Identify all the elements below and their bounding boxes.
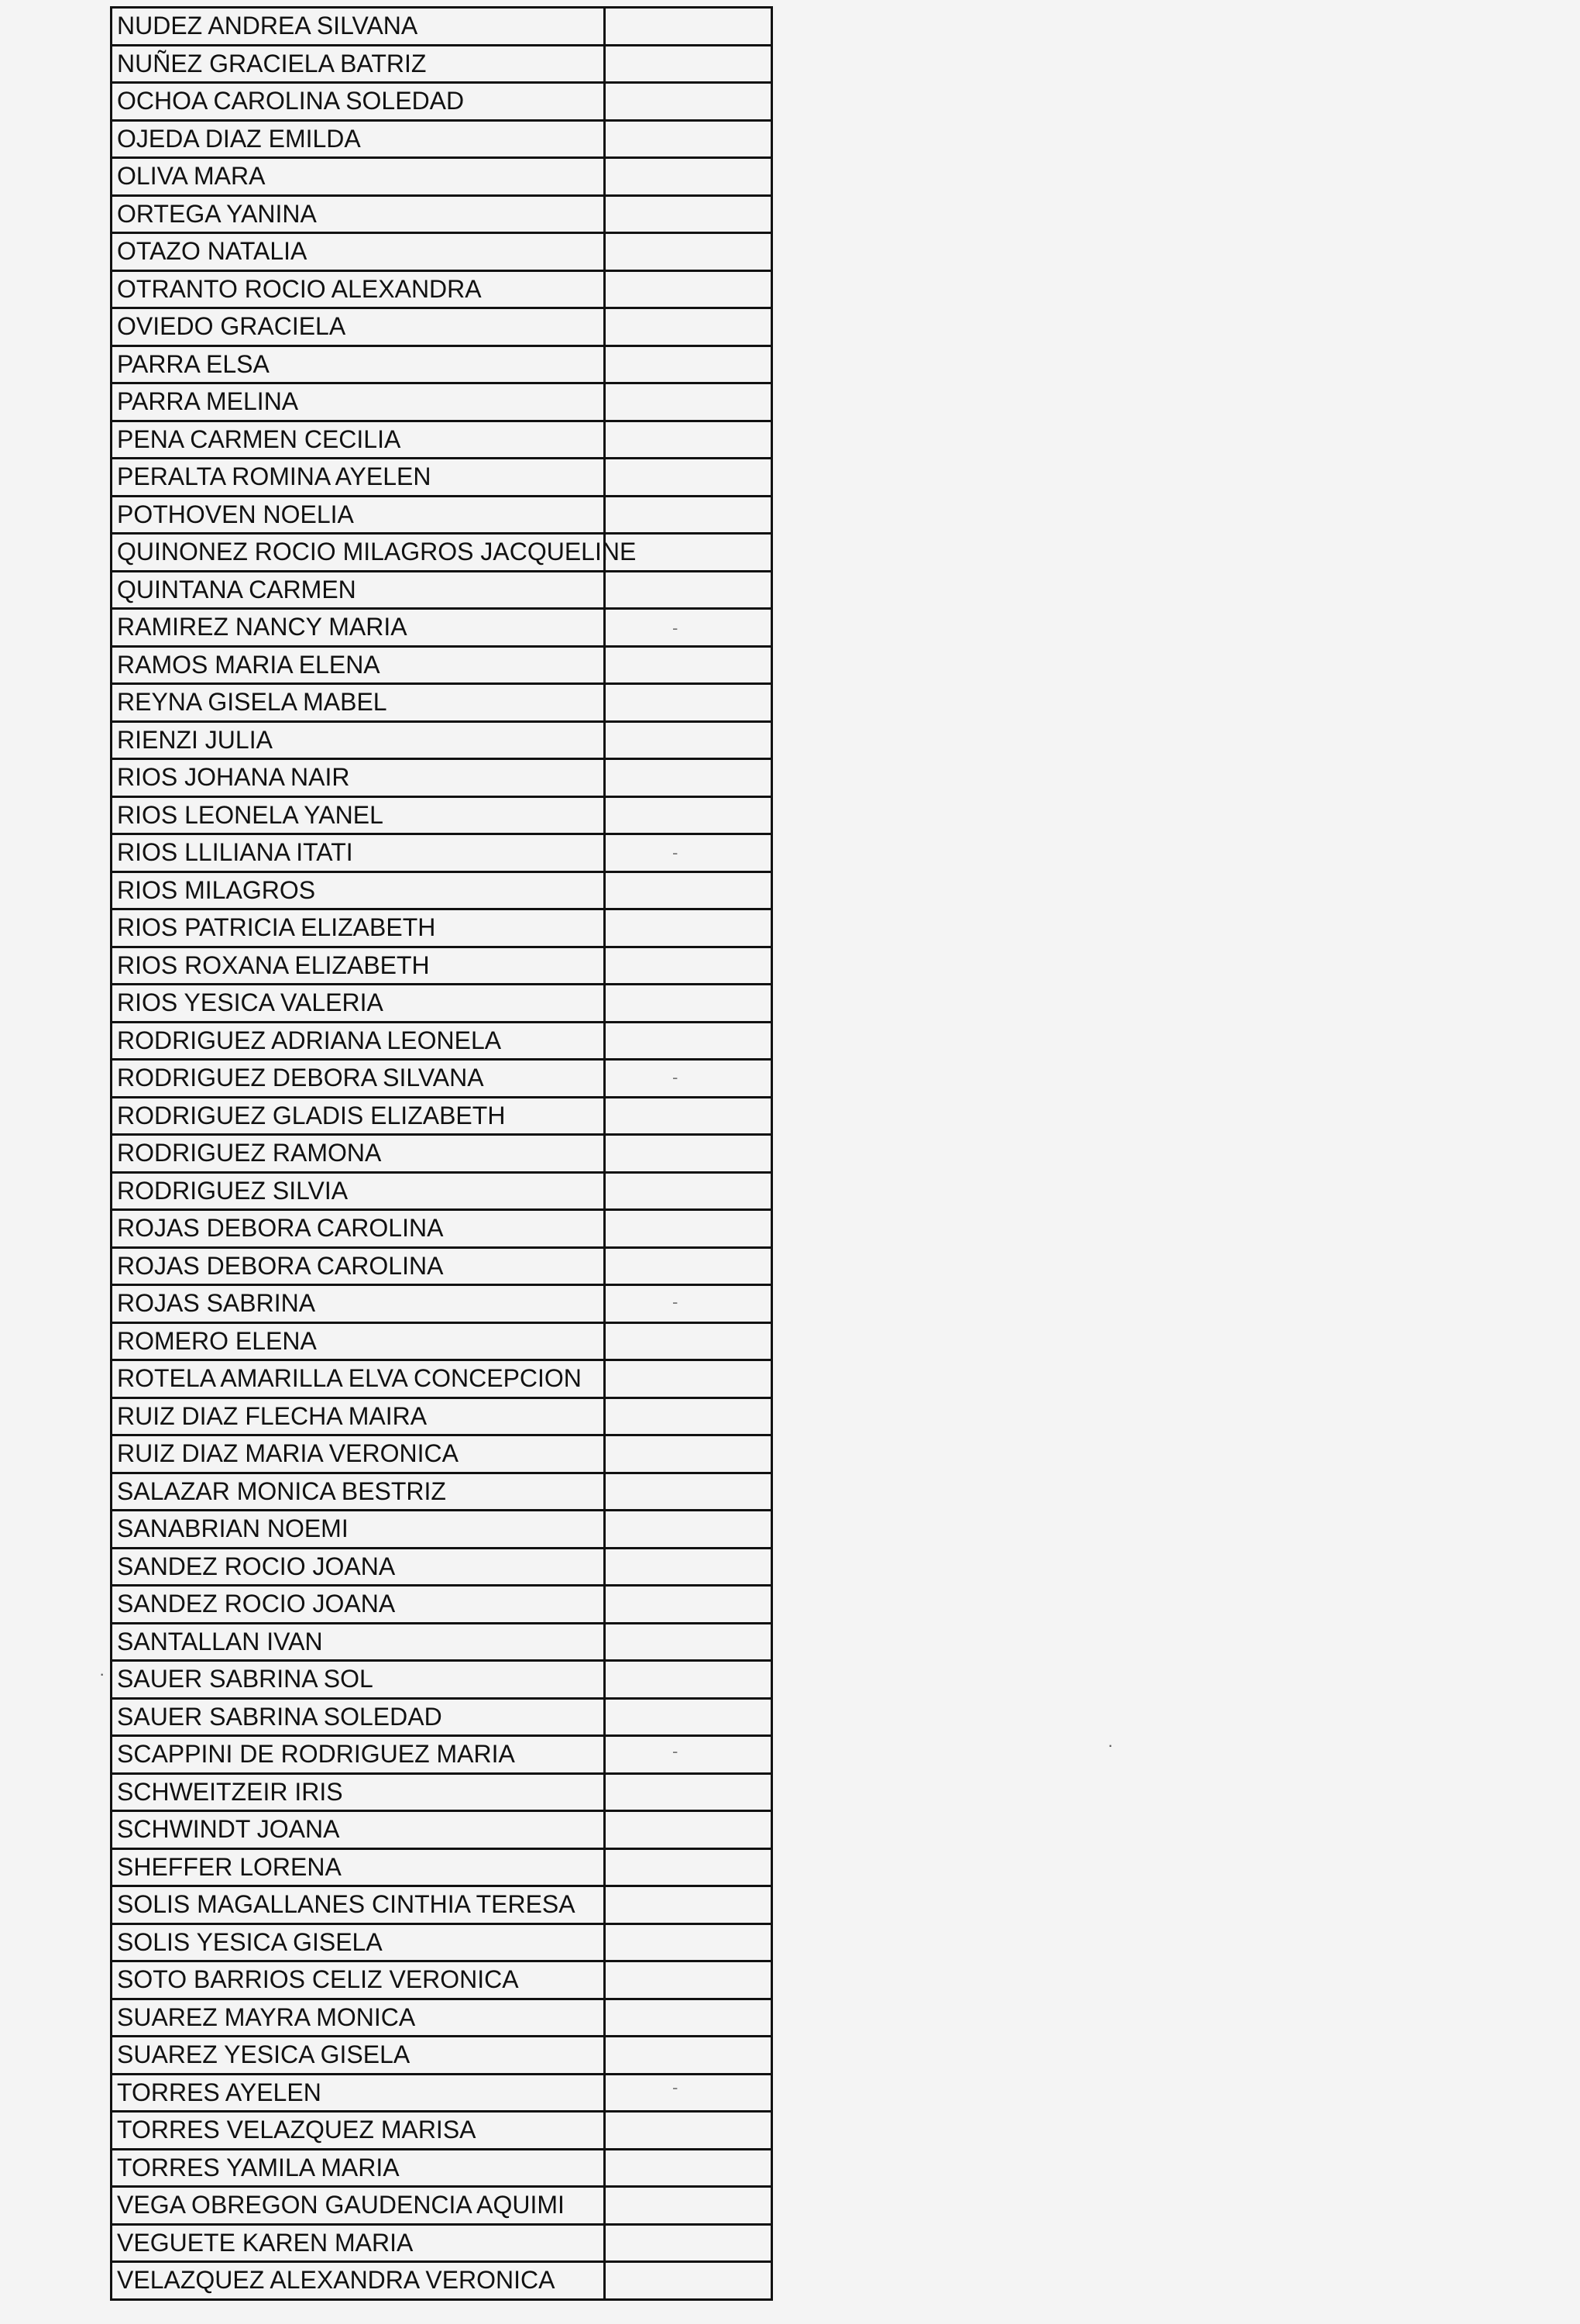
name-cell: RAMOS MARIA ELENA bbox=[112, 648, 606, 683]
name-cell: VELAZQUEZ ALEXANDRA VERONICA bbox=[112, 2263, 606, 2298]
empty-cell bbox=[606, 2000, 773, 2036]
name-cell: TORRES VELAZQUEZ MARISA bbox=[112, 2113, 606, 2148]
empty-cell bbox=[606, 422, 773, 458]
table-row bbox=[112, 2037, 773, 2075]
table-row bbox=[112, 572, 773, 610]
empty-cell bbox=[606, 1399, 773, 1435]
name-cell: ROJAS SABRINA bbox=[112, 1286, 606, 1322]
name-cell: RIOS JOHANA NAIR bbox=[112, 760, 606, 796]
table-row bbox=[112, 2226, 773, 2264]
margin-dot: · bbox=[99, 1664, 105, 1683]
name-cell: SUAREZ MAYRA MONICA bbox=[112, 2000, 606, 2036]
empty-cell bbox=[606, 459, 773, 495]
table-row bbox=[112, 1624, 773, 1662]
empty-cell bbox=[606, 1286, 773, 1322]
name-cell: TORRES YAMILA MARIA bbox=[112, 2150, 606, 2186]
empty-cell bbox=[606, 272, 773, 308]
table-row bbox=[112, 422, 773, 460]
empty-cell bbox=[606, 873, 773, 909]
empty-cell bbox=[606, 2263, 773, 2298]
pencil-mark: - bbox=[672, 618, 678, 638]
name-cell: RODRIGUEZ SILVIA bbox=[112, 1174, 606, 1209]
empty-cell bbox=[606, 9, 773, 44]
empty-cell bbox=[606, 2037, 773, 2073]
table-row bbox=[112, 1887, 773, 1925]
name-cell: RODRIGUEZ ADRIANA LEONELA bbox=[112, 1023, 606, 1059]
empty-cell bbox=[606, 1775, 773, 1810]
name-cell: RIOS MILAGROS bbox=[112, 873, 606, 909]
empty-cell bbox=[606, 535, 773, 570]
name-cell: SAUER SABRINA SOL bbox=[112, 1662, 606, 1697]
table-row bbox=[112, 985, 773, 1023]
name-cell: PARRA ELSA bbox=[112, 347, 606, 383]
table-row bbox=[112, 2000, 773, 2038]
table-row bbox=[112, 1436, 773, 1474]
empty-cell bbox=[606, 1624, 773, 1660]
empty-cell bbox=[606, 1211, 773, 1246]
empty-cell bbox=[606, 835, 773, 871]
table-row bbox=[112, 2113, 773, 2150]
name-cell: VEGUETE KAREN MARIA bbox=[112, 2226, 606, 2261]
name-cell: ROJAS DEBORA CAROLINA bbox=[112, 1211, 606, 1246]
name-cell: RODRIGUEZ RAMONA bbox=[112, 1136, 606, 1171]
name-cell: RIOS LLILIANA ITATI bbox=[112, 835, 606, 871]
table-row bbox=[112, 1474, 773, 1512]
name-cell: SOTO BARRIOS CELIZ VERONICA bbox=[112, 1962, 606, 1998]
empty-cell bbox=[606, 985, 773, 1021]
table-row bbox=[112, 798, 773, 836]
table-row bbox=[112, 2263, 773, 2301]
name-cell: ROMERO ELENA bbox=[112, 1324, 606, 1360]
name-cell: SCAPPINI DE RODRIGUEZ MARIA bbox=[112, 1737, 606, 1772]
name-cell: SANDEZ ROCIO JOANA bbox=[112, 1549, 606, 1585]
name-cell: SHEFFER LORENA bbox=[112, 1850, 606, 1886]
empty-cell bbox=[606, 309, 773, 345]
table-row bbox=[112, 497, 773, 535]
table-row bbox=[112, 948, 773, 986]
name-cell: SAUER SABRINA SOLEDAD bbox=[112, 1700, 606, 1735]
name-cell: RODRIGUEZ DEBORA SILVANA bbox=[112, 1061, 606, 1096]
name-cell: SANDEZ ROCIO JOANA bbox=[112, 1587, 606, 1622]
empty-cell bbox=[606, 122, 773, 157]
table-row bbox=[112, 1511, 773, 1549]
name-cell: OJEDA DIAZ EMILDA bbox=[112, 122, 606, 157]
empty-cell bbox=[606, 1962, 773, 1998]
table-row bbox=[112, 84, 773, 122]
table-row bbox=[112, 159, 773, 197]
table-row bbox=[112, 1587, 773, 1624]
table-row bbox=[112, 873, 773, 911]
empty-cell bbox=[606, 1324, 773, 1360]
table-row bbox=[112, 1361, 773, 1399]
empty-cell bbox=[606, 948, 773, 984]
empty-cell bbox=[606, 1136, 773, 1171]
empty-cell bbox=[606, 572, 773, 608]
table-row bbox=[112, 535, 773, 572]
name-cell: SOLIS MAGALLANES CINTHIA TERESA bbox=[112, 1887, 606, 1923]
name-cell: OLIVA MARA bbox=[112, 159, 606, 194]
name-cell: OTAZO NATALIA bbox=[112, 234, 606, 270]
empty-cell bbox=[606, 610, 773, 645]
table-row bbox=[112, 1249, 773, 1287]
table-row bbox=[112, 46, 773, 84]
pencil-mark: - bbox=[672, 2078, 678, 2097]
empty-cell bbox=[606, 1249, 773, 1284]
empty-cell bbox=[606, 2150, 773, 2186]
table-row bbox=[112, 459, 773, 497]
table-row bbox=[112, 1098, 773, 1136]
name-cell: NUDEZ ANDREA SILVANA bbox=[112, 9, 606, 44]
empty-cell bbox=[606, 197, 773, 232]
name-cell: NUÑEZ GRACIELA BATRIZ bbox=[112, 46, 606, 82]
table-row bbox=[112, 1324, 773, 1362]
empty-cell bbox=[606, 1925, 773, 1961]
table-row bbox=[112, 272, 773, 310]
empty-cell bbox=[606, 1061, 773, 1096]
name-cell: ROTELA AMARILLA ELVA CONCEPCION bbox=[112, 1361, 606, 1397]
name-cell: RUIZ DIAZ FLECHA MAIRA bbox=[112, 1399, 606, 1435]
empty-cell bbox=[606, 1023, 773, 1059]
table-row bbox=[112, 1399, 773, 1437]
name-cell: OTRANTO ROCIO ALEXANDRA bbox=[112, 272, 606, 308]
name-cell: PARRA MELINA bbox=[112, 384, 606, 420]
table-row bbox=[112, 1136, 773, 1174]
empty-cell bbox=[606, 2226, 773, 2261]
name-cell: ROJAS DEBORA CAROLINA bbox=[112, 1249, 606, 1284]
empty-cell bbox=[606, 1436, 773, 1472]
names-table bbox=[110, 6, 773, 2301]
name-cell: SOLIS YESICA GISELA bbox=[112, 1925, 606, 1961]
table-row bbox=[112, 347, 773, 385]
empty-cell bbox=[606, 1549, 773, 1585]
name-cell: RIOS YESICA VALERIA bbox=[112, 985, 606, 1021]
name-cell: RODRIGUEZ GLADIS ELIZABETH bbox=[112, 1098, 606, 1134]
empty-cell bbox=[606, 1587, 773, 1622]
empty-cell bbox=[606, 1887, 773, 1923]
table-row bbox=[112, 1174, 773, 1212]
name-cell: SCHWEITZEIR IRIS bbox=[112, 1775, 606, 1810]
name-cell: ORTEGA YANINA bbox=[112, 197, 606, 232]
empty-cell bbox=[606, 1737, 773, 1772]
table-row bbox=[112, 723, 773, 761]
table-row bbox=[112, 122, 773, 160]
margin-dot: · bbox=[1108, 1735, 1114, 1755]
empty-cell bbox=[606, 84, 773, 119]
empty-cell bbox=[606, 2113, 773, 2148]
empty-cell bbox=[606, 723, 773, 758]
empty-cell bbox=[606, 159, 773, 194]
empty-cell bbox=[606, 2188, 773, 2223]
name-cell: REYNA GISELA MABEL bbox=[112, 685, 606, 720]
table-row bbox=[112, 1023, 773, 1061]
empty-cell bbox=[606, 685, 773, 720]
pencil-mark: - bbox=[672, 1741, 678, 1761]
empty-cell bbox=[606, 1700, 773, 1735]
table-row bbox=[112, 9, 773, 46]
table-row bbox=[112, 197, 773, 235]
table-row bbox=[112, 760, 773, 798]
name-cell: OVIEDO GRACIELA bbox=[112, 309, 606, 345]
empty-cell bbox=[606, 1098, 773, 1134]
table-row bbox=[112, 1850, 773, 1888]
empty-cell bbox=[606, 1474, 773, 1510]
pencil-mark: - bbox=[672, 1292, 678, 1312]
name-cell: PENA CARMEN CECILIA bbox=[112, 422, 606, 458]
table-row bbox=[112, 1662, 773, 1700]
name-cell: RUIZ DIAZ MARIA VERONICA bbox=[112, 1436, 606, 1472]
table-row bbox=[112, 648, 773, 686]
empty-cell bbox=[606, 1662, 773, 1697]
name-cell: TORRES AYELEN bbox=[112, 2075, 606, 2111]
name-cell: SANTALLAN IVAN bbox=[112, 1624, 606, 1660]
empty-cell bbox=[606, 760, 773, 796]
table-row bbox=[112, 309, 773, 347]
empty-cell bbox=[606, 1850, 773, 1886]
table-row bbox=[112, 2188, 773, 2226]
empty-cell bbox=[606, 46, 773, 82]
name-cell: RIOS LEONELA YANEL bbox=[112, 798, 606, 834]
name-cell: PERALTA ROMINA AYELEN bbox=[112, 459, 606, 495]
name-cell: RIENZI JULIA bbox=[112, 723, 606, 758]
empty-cell bbox=[606, 910, 773, 946]
name-cell: SALAZAR MONICA BESTRIZ bbox=[112, 1474, 606, 1510]
table-row bbox=[112, 1211, 773, 1249]
name-cell: VEGA OBREGON GAUDENCIA AQUIMI bbox=[112, 2188, 606, 2223]
empty-cell bbox=[606, 2075, 773, 2111]
table-row bbox=[112, 1549, 773, 1587]
name-cell: SCHWINDT JOANA bbox=[112, 1812, 606, 1848]
empty-cell bbox=[606, 648, 773, 683]
empty-cell bbox=[606, 497, 773, 533]
name-cell: SUAREZ YESICA GISELA bbox=[112, 2037, 606, 2073]
empty-cell bbox=[606, 1511, 773, 1547]
name-cell: OCHOA CAROLINA SOLEDAD bbox=[112, 84, 606, 119]
empty-cell bbox=[606, 1174, 773, 1209]
table-row bbox=[112, 1812, 773, 1850]
table-row bbox=[112, 1962, 773, 2000]
table-row bbox=[112, 1775, 773, 1813]
table-row bbox=[112, 384, 773, 422]
pencil-mark: - bbox=[672, 843, 678, 862]
empty-cell bbox=[606, 384, 773, 420]
name-cell: QUINONEZ ROCIO MILAGROS JACQUELINE bbox=[112, 535, 606, 570]
empty-cell bbox=[606, 798, 773, 834]
name-cell: RIOS PATRICIA ELIZABETH bbox=[112, 910, 606, 946]
table-row bbox=[112, 2150, 773, 2188]
table-row bbox=[112, 234, 773, 272]
name-cell: SANABRIAN NOEMI bbox=[112, 1511, 606, 1547]
name-cell: POTHOVEN NOELIA bbox=[112, 497, 606, 533]
table-row bbox=[112, 1925, 773, 1963]
empty-cell bbox=[606, 347, 773, 383]
name-cell: RIOS ROXANA ELIZABETH bbox=[112, 948, 606, 984]
empty-cell bbox=[606, 1812, 773, 1848]
empty-cell bbox=[606, 234, 773, 270]
pencil-mark: - bbox=[672, 1067, 678, 1087]
empty-cell bbox=[606, 1361, 773, 1397]
table-row bbox=[112, 910, 773, 948]
name-cell: RAMIREZ NANCY MARIA bbox=[112, 610, 606, 645]
table-row bbox=[112, 1700, 773, 1738]
name-cell: QUINTANA CARMEN bbox=[112, 572, 606, 608]
table-row bbox=[112, 685, 773, 723]
